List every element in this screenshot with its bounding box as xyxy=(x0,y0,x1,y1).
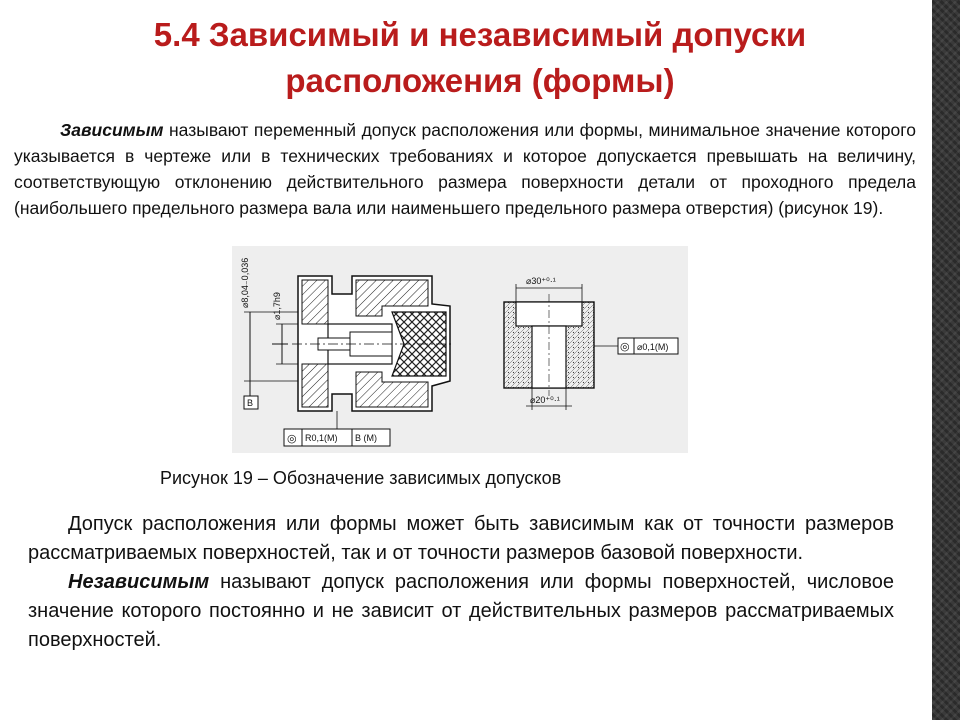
tolerance-paragraph: Допуск расположения или формы может быть зависимым как от точности размеров рассматриваемых поверхностей, так и от точности размеров базовой поверхности. xyxy=(28,513,894,564)
frame-left-cell-2: R0,1(M) xyxy=(305,433,338,443)
body-text xyxy=(28,510,894,655)
tolerance-drawings xyxy=(232,246,688,453)
title-line-2: расположения (формы) xyxy=(285,62,675,99)
page-title xyxy=(40,12,920,104)
dim-outer-label: ⌀8,04₋0,036 xyxy=(240,257,250,308)
frame-left-cell-3: B (M) xyxy=(355,433,377,443)
frame-right-symbol: ◎ xyxy=(620,341,630,353)
left-drawing xyxy=(240,258,454,446)
figure-caption: Рисунок 19 – Обозначение зависимых допусков xyxy=(160,468,562,488)
title-line-1: 5.4 Зависимый и независимый допуски xyxy=(153,16,807,53)
definition-dependent-text: называют переменный допуск расположения или формы, минимальное значение которого указывается в чертеже или в технических требованиях и которое допускается превышать на величину, соответствующую отклонению действительного размера поверхности детали от проходного предела (наибольшего предельного размера вала или наименьшего предельного размера отверстия) (рисунок 19). xyxy=(14,120,916,218)
datum-label-left: B xyxy=(247,398,254,408)
dim-bottom-label: ⌀20⁺⁰·¹ xyxy=(530,395,560,405)
term-independent: Независимым xyxy=(68,571,210,593)
definition-dependent-paragraph xyxy=(14,117,916,221)
figure-19 xyxy=(232,246,688,453)
dim-top-label: ⌀30⁺⁰·¹ xyxy=(526,276,556,286)
decorative-side-stripe xyxy=(932,0,960,720)
frame-right-cell-2: ⌀0,1(M) xyxy=(637,342,669,352)
definition-independent-text: называют допуск расположения или формы поверхностей, числовое значение которого постоянно и не зависит от действительных размеров рассматриваемых поверхностей. xyxy=(28,571,894,651)
frame-left-symbol: ◎ xyxy=(287,433,297,445)
dim-inner-label: ⌀1,7h9 xyxy=(272,292,282,320)
definition-independent-paragraph xyxy=(28,568,894,655)
right-drawing xyxy=(504,276,678,410)
term-dependent: Зависимым xyxy=(60,120,164,140)
